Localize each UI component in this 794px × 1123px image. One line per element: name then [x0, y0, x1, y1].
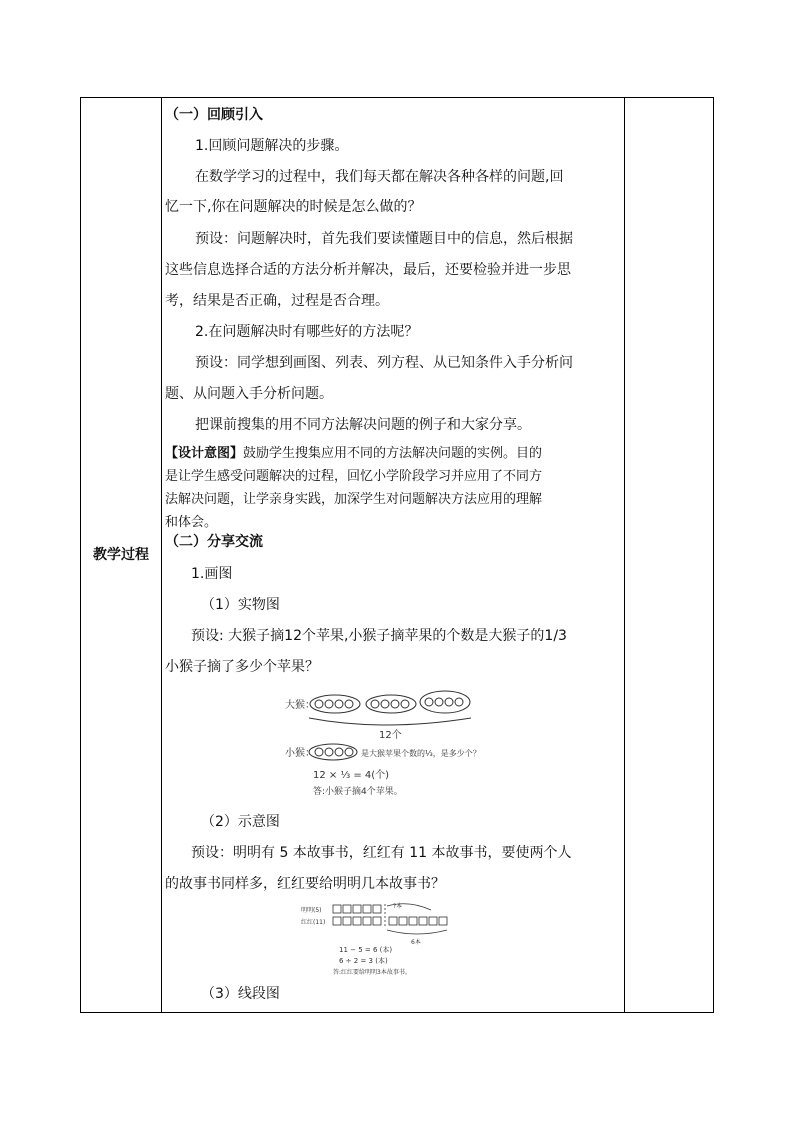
- lesson-table: [80, 97, 714, 1013]
- section1-q2: 2.在问题解决时有哪些好的方法呢？: [195, 324, 419, 340]
- row2-label: 红红(11): [301, 919, 326, 926]
- section2-sub2: （2）示意图: [201, 814, 280, 830]
- row1-label: 明明(5): [301, 907, 322, 914]
- design-note-line: 和体会。: [165, 515, 218, 530]
- paragraph: 小猴子摘了多少个苹果？: [165, 659, 319, 675]
- paragraph: 这些信息选择合适的方法分析并解决，最后，还要检验并进一步思: [165, 262, 571, 278]
- paragraph: 的故事书同样多，红红要给明明几本故事书？: [165, 876, 445, 892]
- section1-title: （一）回顾引入: [165, 107, 263, 123]
- books-eq2: 6 ÷ 2 = 3 (本): [339, 957, 388, 965]
- paragraph: 预设：同学想到画图、列表、列方程、从已知条件入手分析问: [195, 355, 573, 371]
- books-answer: 答:红红要给明明3本故事书。: [333, 969, 411, 976]
- column-divider-right: [624, 98, 625, 1012]
- section2-title: （二）分享交流: [165, 534, 263, 550]
- paragraph: 考，结果是否正确，过程是否合理。: [165, 293, 389, 309]
- small-monkey-note: 是大猴苹果个数的⅓，是多少个？: [361, 749, 481, 758]
- design-note-line: 【设计意图】鼓励学生搜集应用不同的方法解决问题的实例。目的: [165, 446, 543, 461]
- section2-item1: 1.画图: [191, 566, 233, 582]
- row-label: 教学过程: [93, 547, 149, 563]
- apple-answer: 答:小猴子摘4个苹果。: [313, 787, 403, 797]
- big-monkey-label: 大猴：: [285, 700, 315, 711]
- paragraph: 把课前搜集的用不同方法解决问题的例子和大家分享。: [195, 417, 531, 433]
- books-figure: [299, 900, 471, 980]
- apple-equation: 12 × ⅓ = 4(个): [313, 770, 390, 781]
- design-label: 【设计意图】: [165, 446, 244, 461]
- paragraph: 忆一下,你在问题解决的时候是怎么做的？: [165, 199, 422, 215]
- paragraph: 在数学学习的过程中，我们每天都在解决各种各样的问题,回: [195, 169, 564, 185]
- section2-sub1: （1）实物图: [201, 597, 280, 613]
- total-label: 12个: [379, 730, 402, 741]
- column-divider-left: [161, 98, 162, 1012]
- apple-figure: [283, 688, 505, 800]
- books-eq1: 11 − 5 = 6 (本): [339, 946, 393, 954]
- paragraph: 题、从问题入手分析问题。: [165, 386, 333, 402]
- small-monkey-label: 小猴：: [285, 748, 315, 759]
- top-mark: ?本: [393, 903, 403, 910]
- paragraph: 预设：明明有 5 本故事书，红红有 11 本故事书，要使两个人: [191, 845, 572, 861]
- apple-diagram: [283, 688, 505, 800]
- bottom-mark: 6本: [411, 939, 421, 946]
- section1-q1: 1.回顾问题解决的步骤。: [195, 138, 349, 154]
- paragraph: 预设: 大猴子摘12个苹果,小猴子摘苹果的个数是大猴子的1/3: [191, 628, 567, 644]
- section2-sub3: （3）线段图: [201, 986, 280, 1002]
- paragraph: 预设：问题解决时，首先我们要读懂题目中的信息，然后根据: [195, 231, 573, 247]
- design-note-line: 法解决问题，让学亲身实践，加深学生对问题解决方法应用的理解: [165, 492, 543, 507]
- design-note-line: 是让学生感受问题解决的过程，回忆小学阶段学习并应用了不同方: [165, 469, 543, 484]
- books-diagram: [299, 900, 471, 980]
